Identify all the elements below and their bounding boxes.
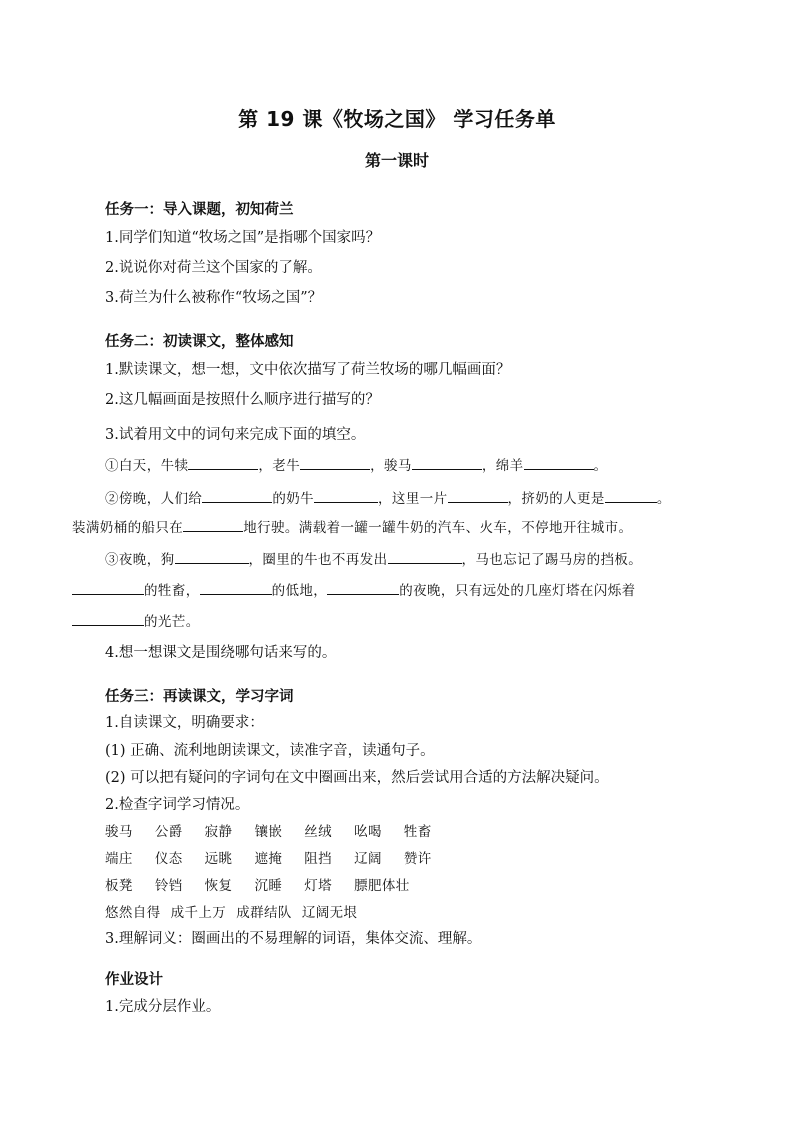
word: 恢复: [204, 878, 233, 894]
blank: [202, 488, 272, 503]
fill-text: 的牲畜，: [144, 583, 200, 599]
task1-item-3: 3.荷兰为什么被称作“牧场之国”？: [105, 290, 323, 306]
word-row-2: [105, 849, 454, 869]
word: 吆喝: [354, 824, 382, 840]
word: 遮掩: [254, 851, 283, 867]
word: 沉睡: [254, 878, 283, 894]
page-title: 第 19 课《牧场之国》 学习任务单: [238, 107, 556, 131]
fill-text: ，这里一片: [378, 491, 448, 507]
blank: [327, 580, 399, 595]
fill-night: [105, 549, 642, 570]
task1-heading: 任务一：导入课题，初知荷兰: [105, 202, 294, 218]
word-row-3: [105, 876, 432, 896]
word: 镶嵌: [254, 824, 283, 840]
fill-text: 。: [656, 491, 671, 507]
word-row-4: [105, 903, 379, 923]
word: 丝绒: [304, 824, 333, 840]
fill-text: 的夜晚，只有远处的几座灯塔在闪烁着: [399, 583, 636, 599]
word: 牲畜: [403, 824, 432, 840]
word: 骏马: [105, 824, 133, 840]
word: 阻挡: [304, 851, 333, 867]
fill-text: ，骏马: [370, 458, 412, 474]
word: 赞许: [403, 851, 432, 867]
fill-text: 。: [593, 458, 608, 474]
word-row-1: [105, 822, 454, 842]
word: 成千上万: [170, 905, 227, 921]
word: 悠然自得: [105, 905, 161, 921]
task1-item-1: 1.同学们知道“牧场之国”是指哪个国家吗？: [105, 230, 381, 246]
word: 公爵: [154, 824, 183, 840]
blank: [188, 455, 258, 470]
fill-text: ，绵羊: [481, 458, 524, 474]
word: 仪态: [154, 851, 183, 867]
blank: [72, 611, 144, 626]
word: 板凳: [105, 878, 133, 894]
task2-item-4: 4.想一想课文是围绕哪句话来写的。: [105, 645, 337, 661]
word: 铃铛: [154, 878, 183, 894]
blank: [448, 488, 508, 503]
fill-evening: [105, 488, 671, 509]
task3-item-2: 2.检查字词学习情况。: [105, 797, 250, 813]
fill-night-cont: [72, 580, 636, 601]
task3-item-1a: (1) 正确、流利地朗读课文，读准字音，读通句子。: [105, 743, 435, 759]
page-subtitle: 第一课时: [364, 151, 429, 170]
task3-item-1: 1.自读课文，明确要求：: [105, 715, 264, 731]
fill-text: ，圈里的牛也不再发出: [248, 552, 388, 568]
task3-heading: 任务三：再读课文，学习字词: [105, 689, 294, 705]
word: 灯塔: [304, 878, 333, 894]
blank: [183, 517, 243, 532]
fill-text: ②傍晚，人们给: [105, 491, 203, 507]
fill-text: ，老牛: [258, 458, 301, 474]
fill-daytime: [105, 455, 607, 476]
fill-text: ，马也忘记了踢马房的挡板。: [461, 552, 643, 568]
fill-evening-cont: [72, 517, 632, 538]
task2-item-2: 2.这几幅画面是按照什么顺序进行描写的？: [105, 392, 380, 408]
word: 寂静: [204, 824, 233, 840]
homework-item-1: 1.完成分层作业。: [105, 999, 221, 1015]
fill-text: 装满奶桶的船只在: [72, 520, 184, 536]
task2-item-1: 1.默读课文，想一想，文中依次描写了荷兰牧场的哪几幅画面？: [105, 362, 511, 378]
blank: [314, 488, 378, 503]
blank: [412, 455, 482, 470]
blank: [524, 455, 594, 470]
fill-text: 地行驶。满载着一罐一罐牛奶的汽车、火车，不停地开往城市。: [243, 520, 633, 536]
homework-heading: 作业设计: [105, 972, 163, 988]
word: 辽阔无垠: [301, 905, 358, 921]
blank: [605, 488, 657, 503]
fill-text: 的低地，: [271, 583, 328, 599]
word: 远眺: [204, 851, 233, 867]
fill-text: ①白天，牛犊: [105, 458, 189, 474]
fill-text: ，挤奶的人更是: [507, 491, 605, 507]
fill-night-end: [72, 611, 200, 632]
task2-item-3: 3.试着用文中的词句来完成下面的填空。: [105, 427, 366, 443]
word: 辽阔: [354, 851, 382, 867]
fill-text: ③夜晚，狗: [105, 552, 175, 568]
blank: [72, 580, 144, 595]
word: 端庄: [105, 851, 133, 867]
word: 膘肥体壮: [354, 878, 410, 894]
blank: [300, 455, 370, 470]
task3-item-1b: (2) 可以把有疑问的字词句在文中圈画出来，然后尝试用合适的方法解决疑问。: [105, 770, 609, 786]
word: 成群结队: [236, 905, 292, 921]
task3-item-3: 3.理解词义：圈画出的不易理解的词语，集体交流、理解。: [105, 931, 482, 947]
task1-item-2: 2.说说你对荷兰这个国家的了解。: [105, 260, 322, 276]
fill-text: 的奶牛: [272, 491, 315, 507]
blank: [388, 549, 462, 564]
blank: [175, 549, 249, 564]
blank: [200, 580, 272, 595]
fill-text: 的光芒。: [144, 614, 200, 630]
task2-heading: 任务二：初读课文，整体感知: [105, 334, 294, 350]
